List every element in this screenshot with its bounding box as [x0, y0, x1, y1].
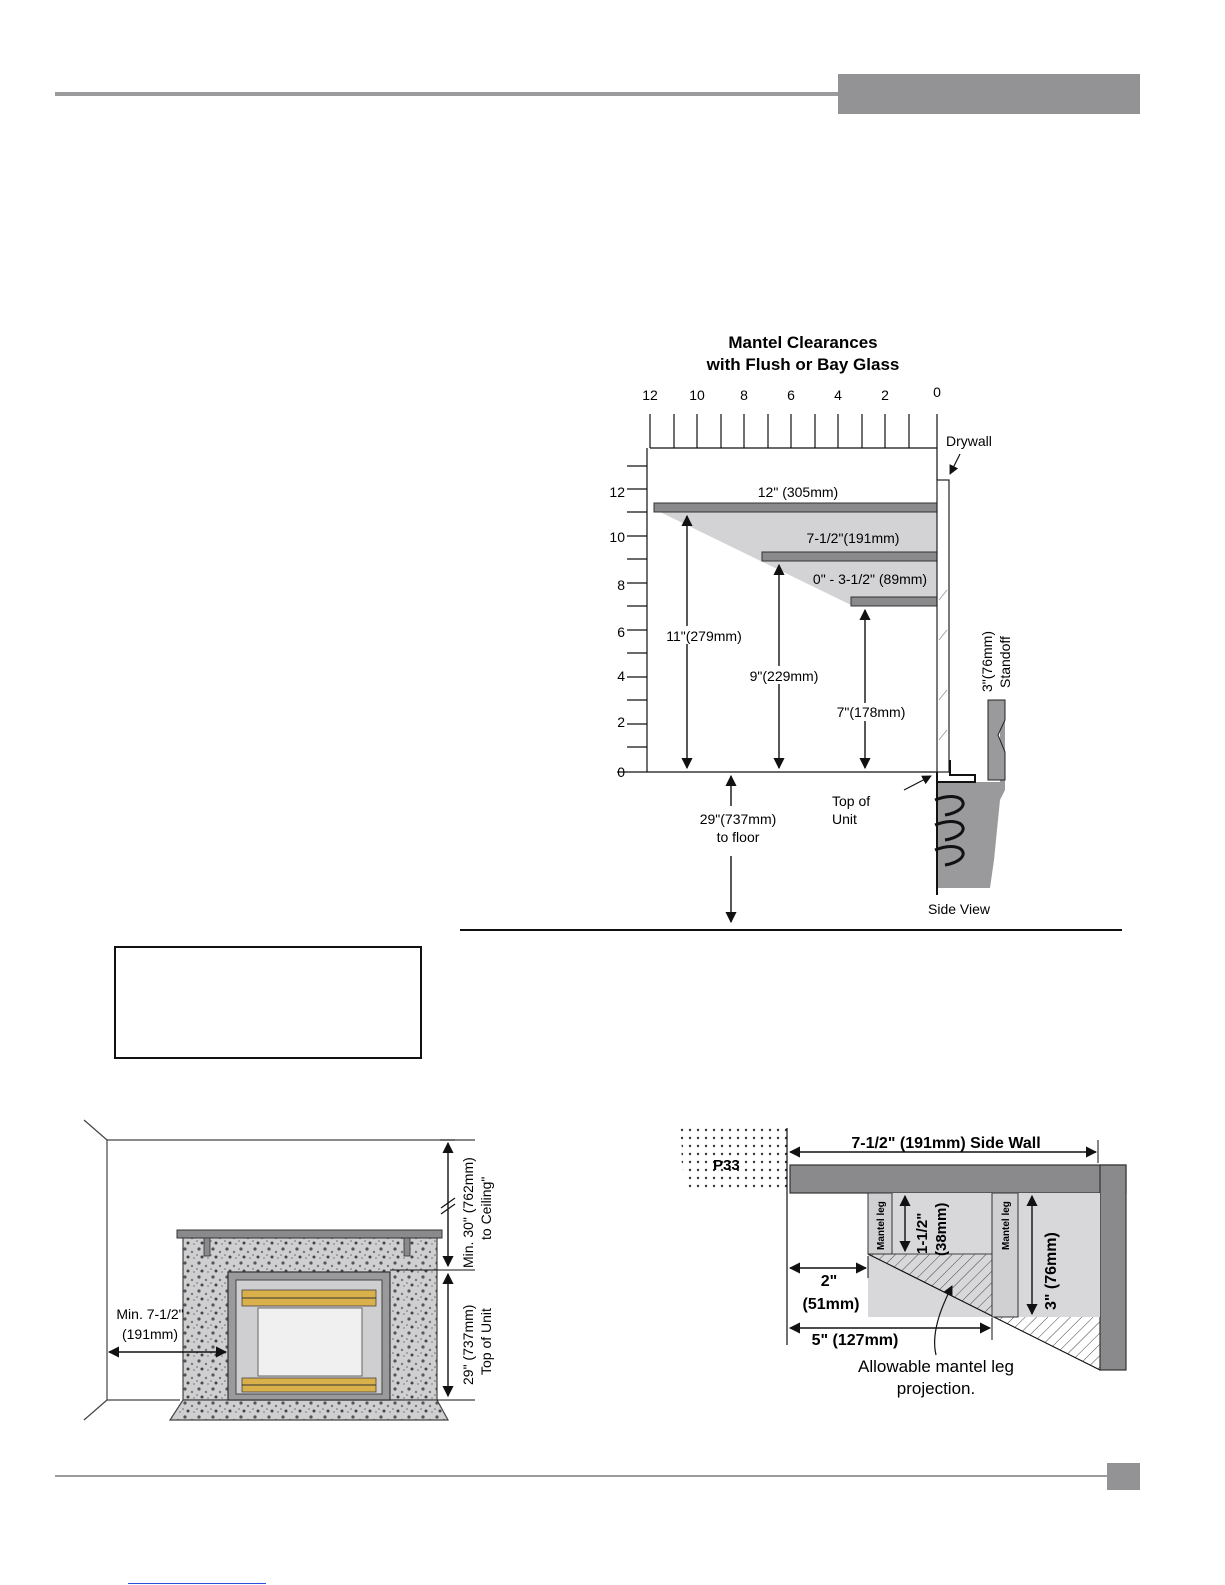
ceiling-line1: Min. 30" (762mm): [460, 1157, 476, 1268]
side-clearance-line2: (191mm): [121, 1326, 179, 1342]
left-tick-2: 2: [617, 714, 625, 730]
caption-line1: Allowable mantel leg: [858, 1357, 1014, 1376]
left-tick-0: 0: [617, 764, 625, 780]
top-tick-12: 12: [642, 387, 658, 403]
left-tick-8: 8: [617, 577, 625, 593]
tall-leg-label: Mantel leg: [1001, 1201, 1012, 1250]
unit-height-line1: 29" (737mm): [460, 1304, 476, 1385]
projection-label: 5" (127mm): [811, 1332, 899, 1349]
bottom-link-underline: [128, 1583, 266, 1584]
short-leg-line1: 1-1/2": [914, 1212, 931, 1254]
shelf-label-3-5in: 0" - 3-1/2" (89mm): [812, 571, 928, 587]
side-view-label: Side View: [928, 901, 991, 917]
floor-label-line2: to floor: [716, 829, 760, 845]
top-tick-10: 10: [689, 387, 705, 403]
height-label-11in: 11"(279mm): [666, 628, 742, 644]
top-of-unit-line1: Top of: [832, 793, 871, 809]
top-tick-2: 2: [881, 387, 889, 403]
shelf-12in: [654, 503, 937, 512]
shelf-label-12in: 12" (305mm): [757, 484, 839, 500]
offset-line1: 2": [820, 1273, 838, 1290]
top-of-unit-pointer: [904, 776, 931, 790]
standoff-line2: Standoff: [997, 636, 1013, 688]
top-tick-6: 6: [787, 387, 795, 403]
drywall-label: Drywall: [946, 433, 992, 449]
caption-line2: projection.: [896, 1379, 976, 1398]
height-label-9in: 9"(229mm): [749, 668, 819, 684]
p33-tag: P33: [713, 1157, 740, 1174]
top-of-unit-line2: Unit: [832, 811, 857, 827]
side-clearance-line1: Min. 7-1/2": [116, 1306, 184, 1322]
side-title-line1: Mantel Clearances: [728, 333, 878, 352]
footer-rule: [55, 1475, 1140, 1477]
shelf-7-5in: [762, 552, 937, 561]
top-ruler: [650, 414, 937, 448]
short-leg-line2: (38mm): [933, 1202, 950, 1256]
top-tick-0: 0: [933, 384, 941, 400]
footer-tab: [1107, 1463, 1140, 1490]
left-tick-6: 6: [617, 624, 625, 640]
top-tick-8: 8: [740, 387, 748, 403]
note-box: [115, 947, 421, 1058]
top-tick-4: 4: [834, 387, 842, 403]
height-label-7in: 7"(178mm): [836, 704, 906, 720]
left-tick-10: 10: [609, 529, 625, 545]
left-tick-4: 4: [617, 668, 625, 684]
tall-leg-value: 3" (76mm): [1043, 1232, 1060, 1310]
offset-line2: (51mm): [802, 1296, 860, 1313]
ceiling-line2: to Ceiling": [478, 1176, 494, 1240]
side-title-line2: with Flush or Bay Glass: [706, 355, 900, 374]
standoff-line1: 3"(76mm): [979, 631, 995, 692]
shelf-3-5in: [851, 597, 937, 606]
drywall: [937, 480, 949, 772]
short-leg-label: Mantel leg: [876, 1201, 887, 1250]
left-tick-12: 12: [609, 484, 625, 500]
unit-height-line2: Top of Unit: [478, 1308, 494, 1375]
side-wall-label: 7-1/2" (191mm) Side Wall: [851, 1135, 1041, 1152]
shelf-label-7-5in: 7-1/2"(191mm): [806, 530, 900, 546]
floor-label-line1: 29"(737mm): [699, 811, 777, 827]
